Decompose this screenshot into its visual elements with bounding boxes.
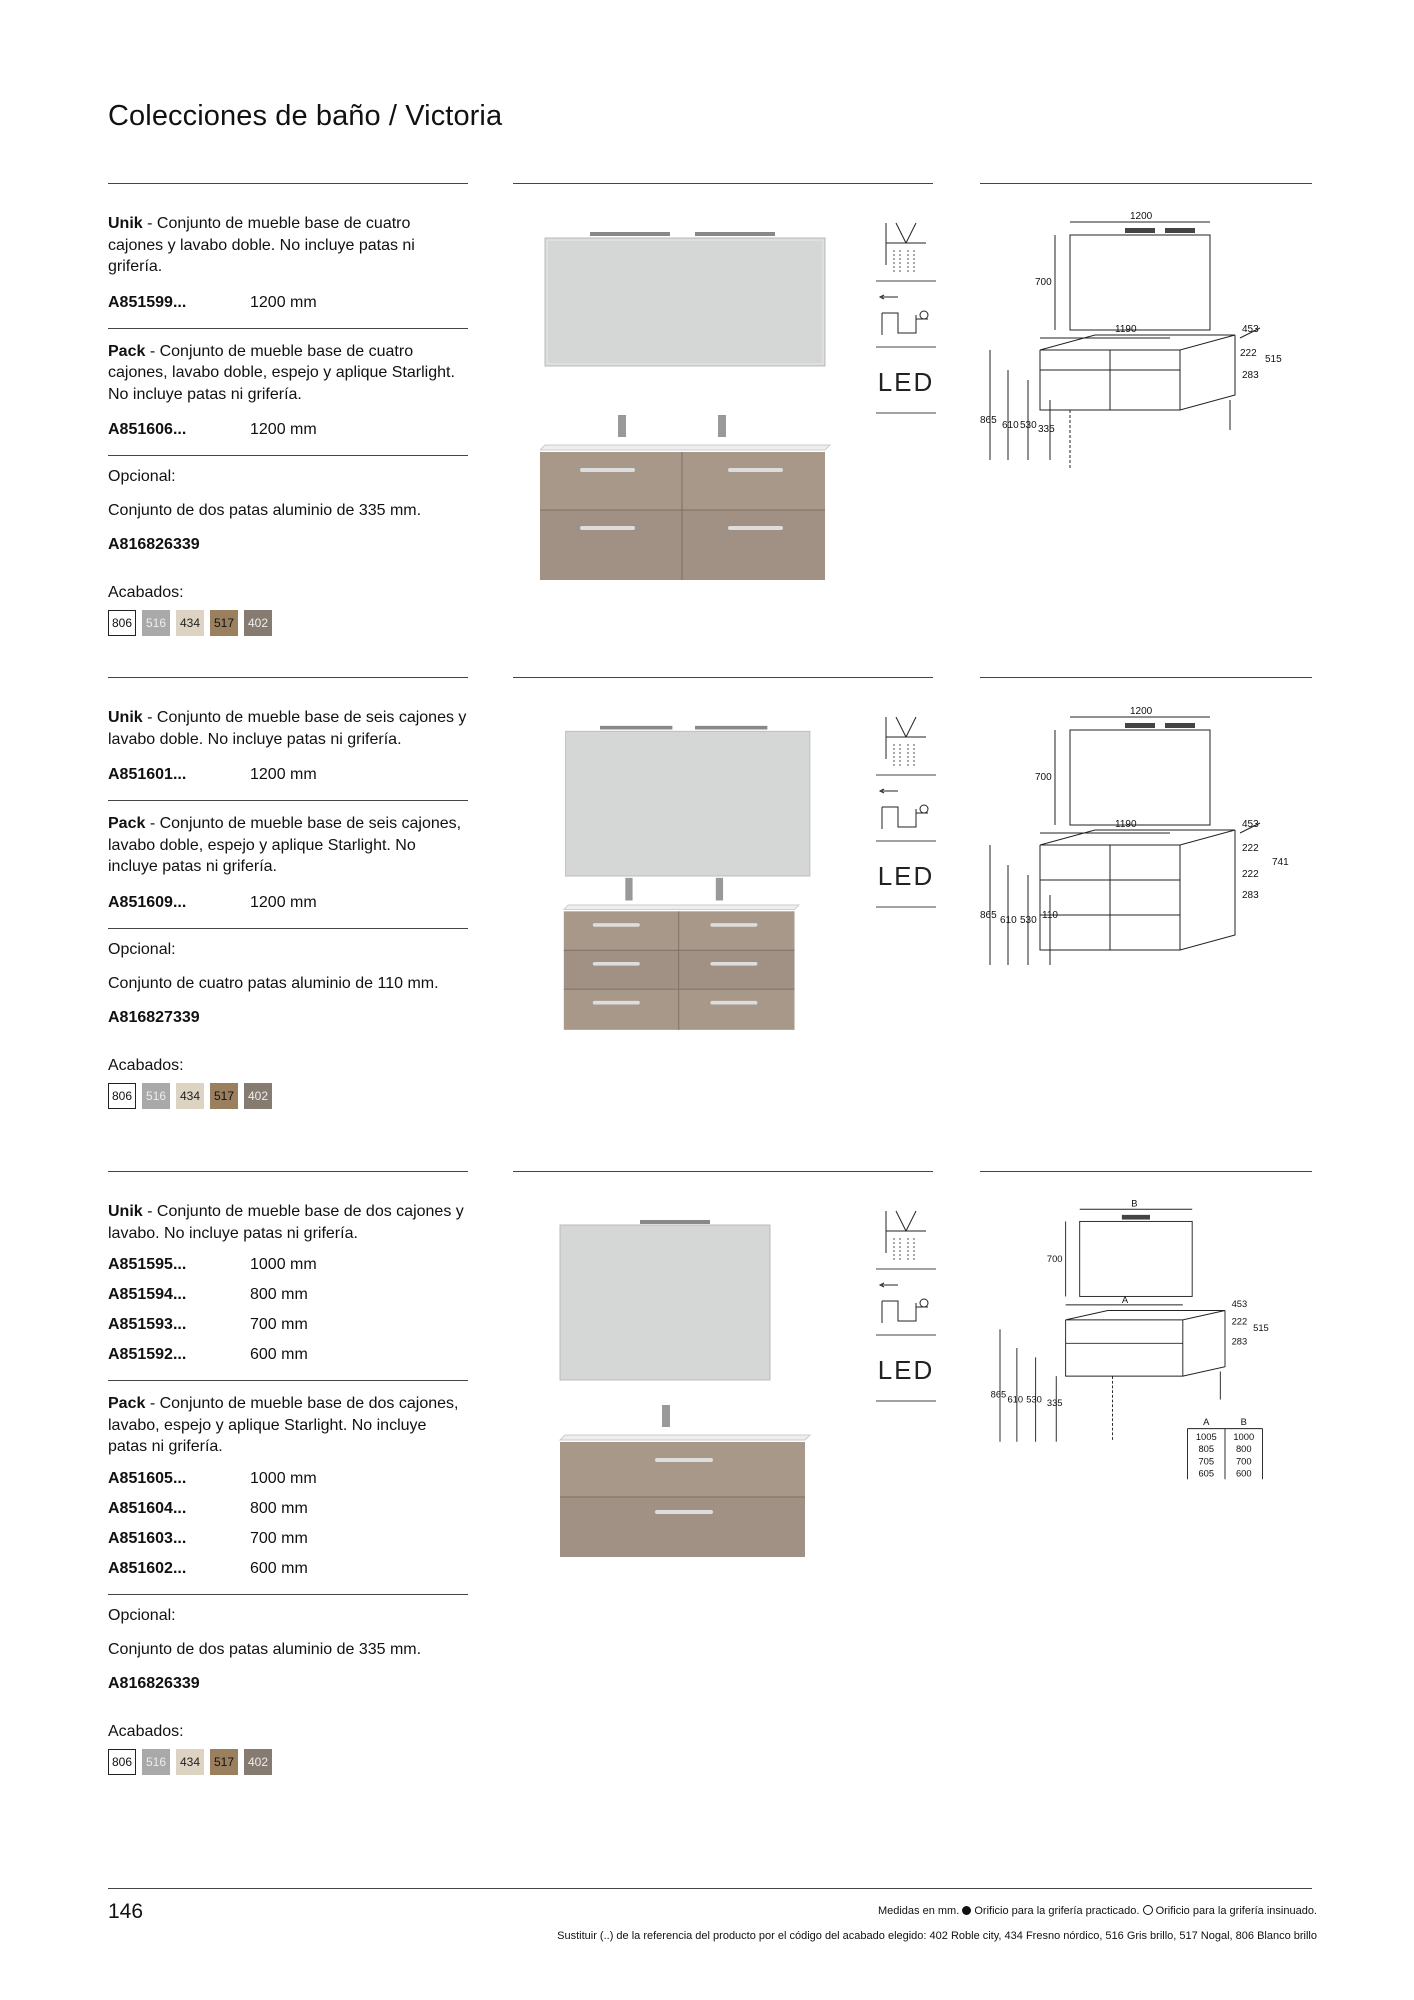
svg-text:700: 700 bbox=[1235, 1456, 1252, 1467]
svg-text:222: 222 bbox=[1240, 348, 1257, 359]
svg-text:610: 610 bbox=[1000, 915, 1017, 926]
svg-text:110: 110 bbox=[1042, 910, 1058, 921]
optional-text: Conjunto de cuatro patas aluminio de 110 mm. bbox=[108, 974, 439, 992]
reference-row: A851603... 700 mm bbox=[108, 1529, 308, 1547]
svg-text:283: 283 bbox=[1231, 1336, 1248, 1347]
page-number: 146 bbox=[108, 1900, 144, 1923]
svg-text:610: 610 bbox=[1002, 420, 1019, 431]
divider bbox=[108, 183, 468, 184]
finish-swatch[interactable]: 517 bbox=[210, 1083, 238, 1109]
divider bbox=[980, 1171, 1312, 1172]
footer-divider bbox=[108, 1888, 1312, 1889]
svg-text:1200: 1200 bbox=[1130, 706, 1153, 717]
product-info-1 bbox=[108, 213, 468, 636]
reference-row: A851593... 700 mm bbox=[108, 1316, 308, 1333]
svg-text:1190: 1190 bbox=[1115, 324, 1137, 335]
finishes-label: Acabados: bbox=[108, 584, 184, 601]
finish-swatch[interactable]: 434 bbox=[176, 1749, 204, 1775]
feature-icons bbox=[876, 215, 936, 420]
finish-swatch[interactable]: 402 bbox=[244, 1083, 272, 1109]
svg-text:453: 453 bbox=[1242, 819, 1259, 830]
divider bbox=[980, 183, 1312, 184]
svg-text:700: 700 bbox=[1035, 277, 1052, 288]
svg-text:LED: LED bbox=[877, 1355, 935, 1385]
reference-row: A851606... 1200 mm bbox=[108, 421, 317, 438]
reference-row: A851599... 1200 mm bbox=[108, 293, 317, 311]
product-info-3 bbox=[108, 1201, 468, 1775]
svg-text:700: 700 bbox=[1046, 1253, 1063, 1264]
svg-text:283: 283 bbox=[1242, 890, 1259, 901]
svg-text:515: 515 bbox=[1253, 1323, 1269, 1334]
svg-text:530: 530 bbox=[1020, 420, 1037, 431]
finish-swatch[interactable]: 434 bbox=[176, 610, 204, 636]
svg-text:865: 865 bbox=[980, 415, 997, 426]
reference-row: A851595... 1000 mm bbox=[108, 1256, 317, 1273]
reference-row: A851604... 800 mm bbox=[108, 1499, 308, 1517]
svg-text:741: 741 bbox=[1272, 857, 1289, 868]
finish-swatch[interactable]: 516 bbox=[142, 1083, 170, 1109]
svg-text:600: 600 bbox=[1235, 1468, 1252, 1479]
optional-code: A816827339 bbox=[108, 1008, 200, 1026]
divider bbox=[513, 1171, 933, 1172]
svg-text:A: A bbox=[1203, 1416, 1210, 1427]
svg-text:530: 530 bbox=[1020, 915, 1037, 926]
wall-mount-icon bbox=[880, 1283, 928, 1323]
svg-text:222: 222 bbox=[1231, 1316, 1248, 1327]
feature-icons bbox=[876, 1203, 936, 1408]
svg-text:605: 605 bbox=[1198, 1468, 1215, 1479]
wall-mount-icon bbox=[880, 789, 928, 829]
product-description: Pack - Conjunto de mueble base de cuatro cajones, lavabo doble, espejo y aplique Starlight. No incluye patas ni grifería. bbox=[108, 342, 455, 403]
optional-text: Conjunto de dos patas aluminio de 335 mm. bbox=[108, 502, 422, 519]
product-description: Unik - Conjunto de mueble base de cuatro cajones y lavabo doble. No incluye patas ni grifería. bbox=[108, 215, 415, 275]
finish-swatch[interactable]: 434 bbox=[176, 1083, 204, 1109]
optional-code: A816826339 bbox=[108, 1674, 200, 1692]
product-description: Unik - Conjunto de mueble base de dos cajones y lavabo. No incluye patas ni grifería. bbox=[108, 1203, 464, 1242]
svg-text:700: 700 bbox=[1035, 772, 1052, 783]
dimension-table bbox=[1188, 1417, 1263, 1479]
reference-row: A851601... 1200 mm bbox=[108, 766, 317, 783]
svg-text:LED: LED bbox=[877, 367, 935, 397]
divider bbox=[513, 677, 933, 678]
divider bbox=[108, 1171, 468, 1172]
svg-text:515: 515 bbox=[1265, 354, 1282, 365]
empty-circle-icon bbox=[1143, 1905, 1153, 1915]
svg-text:453: 453 bbox=[1242, 324, 1259, 335]
product-photo-2-drawers bbox=[540, 1210, 850, 1590]
reference-row: A851609... 1200 mm bbox=[108, 893, 317, 911]
optional-label: Opcional: bbox=[108, 940, 176, 958]
technical-drawing-3 bbox=[980, 1198, 1320, 1498]
finish-swatch[interactable]: 806 bbox=[108, 610, 136, 636]
finish-swatch[interactable]: 402 bbox=[244, 610, 272, 636]
svg-text:335: 335 bbox=[1038, 424, 1055, 435]
svg-text:1190: 1190 bbox=[1115, 819, 1137, 830]
divider bbox=[108, 677, 468, 678]
footer-legend: Medidas en mm. Orificio para la grifería practicado. Orificio para la grifería insinuado. bbox=[877, 1905, 1317, 1917]
finishes-label: Acabados: bbox=[108, 1722, 184, 1740]
product-photo-4-drawers bbox=[540, 220, 850, 600]
svg-text:705: 705 bbox=[1198, 1456, 1215, 1467]
technical-drawing-1 bbox=[980, 210, 1320, 510]
finish-swatches bbox=[108, 1749, 468, 1775]
finishes-label: Acabados: bbox=[108, 1056, 184, 1074]
faucet-hole-icon bbox=[886, 223, 926, 273]
reference-row: A851605... 1000 mm bbox=[108, 1469, 317, 1487]
optional-code: A816826339 bbox=[108, 536, 200, 553]
feature-icons bbox=[876, 709, 936, 914]
product-description: Pack - Conjunto de mueble base de seis cajones, lavabo doble, espejo y aplique Starlight. No incluye patas ni grifería. bbox=[108, 815, 462, 875]
page-title: Colecciones de baño / Victoria bbox=[108, 100, 503, 132]
svg-text:865: 865 bbox=[990, 1389, 1007, 1400]
reference-row: A851592... 600 mm bbox=[108, 1346, 308, 1363]
svg-text:222: 222 bbox=[1242, 869, 1259, 880]
led-icon bbox=[878, 1355, 935, 1385]
product-description: Pack - Conjunto de mueble base de dos cajones, lavabo, espejo y aplique Starlight. No incluye patas ni grifería. bbox=[108, 1395, 459, 1455]
finish-swatch[interactable]: 516 bbox=[142, 1749, 170, 1775]
svg-text:530: 530 bbox=[1026, 1394, 1042, 1405]
svg-text:B: B bbox=[1131, 1198, 1138, 1209]
svg-text:1200: 1200 bbox=[1130, 211, 1153, 222]
reference-row: A851602... 600 mm bbox=[108, 1559, 308, 1577]
svg-text:335: 335 bbox=[1046, 1398, 1063, 1409]
finish-swatch[interactable]: 517 bbox=[210, 1749, 238, 1775]
divider bbox=[513, 183, 933, 184]
svg-text:1005: 1005 bbox=[1195, 1431, 1217, 1442]
technical-drawing-2 bbox=[980, 705, 1320, 1005]
svg-text:453: 453 bbox=[1231, 1298, 1248, 1309]
wall-mount-icon bbox=[880, 295, 928, 335]
svg-text:610: 610 bbox=[1007, 1394, 1024, 1405]
faucet-hole-icon bbox=[886, 717, 926, 767]
led-icon bbox=[878, 861, 935, 891]
reference-row: A851594... 800 mm bbox=[108, 1286, 308, 1303]
product-description: Unik - Conjunto de mueble base de seis cajones y lavabo doble. No incluye patas ni grifería. bbox=[108, 709, 467, 748]
finish-swatch[interactable]: 517 bbox=[210, 610, 238, 636]
led-icon bbox=[878, 367, 935, 397]
product-info-2 bbox=[108, 707, 468, 1109]
optional-label: Opcional: bbox=[108, 468, 176, 485]
svg-text:805: 805 bbox=[1198, 1444, 1215, 1455]
svg-text:A: A bbox=[1121, 1295, 1129, 1305]
svg-text:283: 283 bbox=[1242, 370, 1259, 381]
filled-circle-icon bbox=[962, 1906, 971, 1915]
finish-swatch[interactable]: 806 bbox=[108, 1749, 136, 1775]
finish-swatches bbox=[108, 610, 468, 636]
finish-swatch[interactable]: 806 bbox=[108, 1083, 136, 1109]
svg-text:LED: LED bbox=[877, 861, 935, 891]
finish-swatch[interactable]: 402 bbox=[244, 1749, 272, 1775]
finish-swatch[interactable]: 516 bbox=[142, 610, 170, 636]
svg-text:222: 222 bbox=[1242, 843, 1259, 854]
optional-label: Opcional: bbox=[108, 1606, 176, 1624]
footer-note: Sustituir (..) de la referencia del producto por el código del acabado elegido: 402 Roble city, 434 Fresno nórdico, 516 Gris brillo, 517 Nogal, 806 Blanco brillo bbox=[557, 1930, 1317, 1942]
svg-text:B: B bbox=[1240, 1416, 1247, 1427]
faucet-hole-icon bbox=[886, 1211, 926, 1261]
svg-text:1000: 1000 bbox=[1233, 1431, 1255, 1442]
finish-swatches bbox=[108, 1083, 468, 1109]
product-photo-6-drawers bbox=[540, 715, 850, 1095]
divider bbox=[980, 677, 1312, 678]
optional-text: Conjunto de dos patas aluminio de 335 mm. bbox=[108, 1640, 422, 1658]
svg-text:865: 865 bbox=[980, 910, 997, 921]
svg-text:800: 800 bbox=[1235, 1444, 1252, 1455]
